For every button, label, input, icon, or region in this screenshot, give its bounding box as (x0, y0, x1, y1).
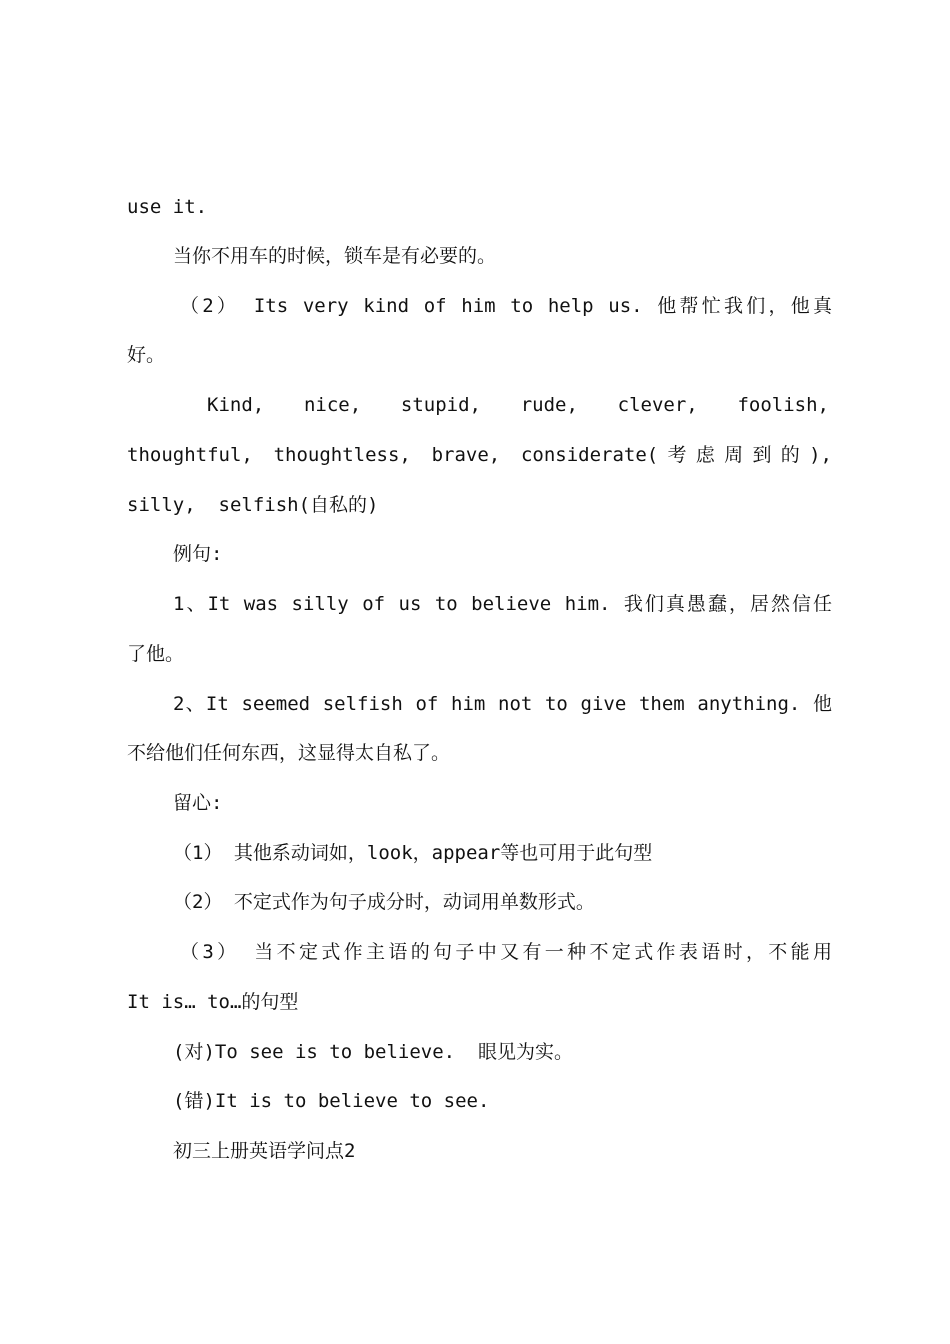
text-line-translation-lock-car: 当你不用车的时候，锁车是有必要的。 (173, 245, 497, 267)
text-line-adjectives-2: thoughtful, thoughtless, brave, considerate(考虑周到的), (127, 444, 832, 466)
text-line-example-kind-cont: 好。 (127, 344, 166, 366)
text-line-example-1-cont: 了他。 (127, 643, 185, 665)
text-line-correct-example: (对)To see is to believe. 眼见为实。 (173, 1041, 573, 1063)
text-line-use-it: use it. (127, 196, 208, 218)
text-line-adjectives-3: silly, selfish(自私的) (127, 494, 379, 516)
text-line-example-1: 1、It was silly of us to believe him. 我们真愚蠢，居然信任 (173, 593, 832, 615)
text-line-note-heading: 留心: (173, 792, 223, 814)
text-line-example-2-cont: 不给他们任何东西，这显得太自私了。 (127, 742, 451, 764)
text-line-example-2: 2、It seemed selfish of him not to give them anything. 他 (173, 693, 832, 715)
text-line-wrong-example: (错)It is to believe to see. (173, 1090, 490, 1112)
text-line-note-1: （1） 其他系动词如，look，appear等也可用于此句型 (173, 842, 653, 864)
text-line-adjectives-1: Kind, nice, stupid, rude, clever, foolish, (207, 394, 829, 416)
text-line-example-heading: 例句: (173, 543, 223, 565)
text-line-note-3-cont: It is… to…的句型 (127, 991, 299, 1013)
text-line-note-2: （2） 不定式作为句子成分时，动词用单数形式。 (173, 891, 595, 913)
text-line-note-3: （3） 当不定式作主语的句子中又有一种不定式作表语时，不能用 (180, 941, 832, 963)
text-line-example-kind: （2） Its very kind of him to help us. 他帮忙我们，他真 (180, 295, 832, 317)
text-line-section-title: 初三上册英语学问点2 (173, 1140, 356, 1162)
